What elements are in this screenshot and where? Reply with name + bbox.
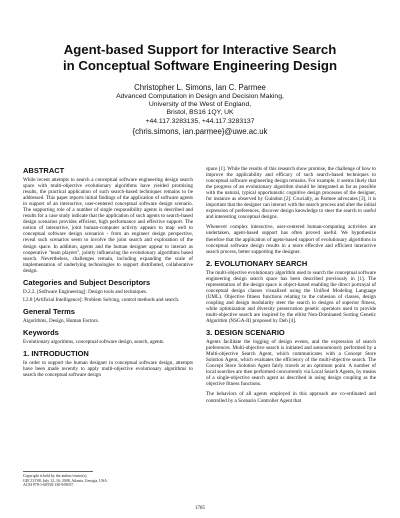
abstract-text: While recent attempts to search a conceptual software engineering design search space with multi-objective evolutionary algorithms have yielded promising results, the practical application of such search-based techniques remains to be addressed. This paper reports initial findings of the application of software agents in support of an interactive, user-centered conceptual software design scenario. The supporting role of a number of single responsibility agents is described and results for a case study indicate that the application of such agents to search-based design scenarios provides efficient, high performance and effective support. The notion of interactive, joint human-computer activity appears to map well to conceptual software design scenarios - from an engineer design perspective, reveal such scenarios seem to involve the joint search and exploration of the design space. In addition, agents and the human designer appear to interact as cooperative "team players", jointly influencing the evolutionary algorithms based search. Nevertheless, challenges remain, including expanding the scale of implementation of underlying technologies to support distributed, collaborative design. <box>23 177 193 274</box>
abstract-heading: ABSTRACT <box>23 166 65 175</box>
section-3-heading: 3. DESIGN SCENARIO <box>206 328 285 338</box>
section-3-text-2: The behaviors of all agents employed in this approach are co-ordinated and controlled by a Scenario Controller Agent that <box>206 391 376 404</box>
paper-title <box>20 42 380 74</box>
categories-heading: Categories and Subject Descriptors <box>23 277 151 287</box>
intro-hypothesis-paragraph: Whenever complex interactive, user-centered human-computing activities are undertaken, agent-based support has often proved useful. We hypothesize therefore that the application of agent-based support of evolutionary algorithms in conceptual software design results in a more effective and efficient interactive search process, better supporting the designer. <box>206 224 376 255</box>
author-block <box>40 83 360 137</box>
section-2-text: The multi-objective evolutionary algorithm used to search the conceptual software engineering design search space has been described previously in [1]. The representation of the design space is object-based enabling the direct portrayal of conceptual design classes visualized using the Unified Modeling Language (UML). Objective fitness functions relating to the cohesion of classes, design coupling and design modularity steer the search to designs of superior fitness, while optimization and diversity preservation genetic operators used to provide multi-objective search are inspired by the elitist Non-Dominated Sorting Genetic Algorithm (NSGA-II) proposed by Deb [4]. <box>206 269 376 325</box>
copyright-line-2: GECCO'08, July 12–16, 2008, Atlanta, Georgia, USA. <box>23 478 108 483</box>
categories-text-2: I.2.8 [Artificial Intelligence]: Problem Solving, control methods and search. <box>23 296 180 303</box>
general-terms-heading: General Terms <box>23 306 75 316</box>
author-emails: {chris.simons, ian.parmee}@uwe.ac.uk <box>132 126 268 136</box>
page-number: 1785 <box>195 506 205 511</box>
affiliation-line-2: University of the West of England, <box>148 101 252 109</box>
phone-numbers: +44.117.3283135, +44.117.3283137 <box>145 117 255 125</box>
general-terms-text: Algorithms, Design, Human Factors. <box>23 317 99 324</box>
section-2-heading: 2. EVOLUTIONARY SEARCH <box>206 258 308 268</box>
introduction-heading: 1. INTRODUCTION <box>23 348 89 358</box>
affiliation-line-1: Advanced Computation in Design and Decision Making, <box>116 93 284 100</box>
categories-text-1: D.2.2. [Software Engineering]: Design tools and techniques. <box>23 288 148 295</box>
footnote-rule <box>23 471 93 472</box>
copyright-line-1: Copyright is held by the author/owner(s). <box>23 474 88 478</box>
copyright-line-3: ACM 978-1-60558-130-9/08/07. <box>23 483 75 488</box>
author-names: Christopher L. Simons, Ian C. Parmee <box>134 83 266 92</box>
intro-continued-paragraph: space [1]. While the results of this research show promise, the challenge of how to improve the applicability and efficacy of such search-based techniques to conceptual software engineering design remains. For example, it seems likely that the progress of an evolutionary algorithm should be integrated as far as possible with the natural, typical opportunistic cognitive design processes of the designer, for instance as observed by Guindon [2]. Crucially, as Parmee advocates [3], it is important that the designer can interact with the search process and alter the initial expression of preferences, discover design knowledge to steer the search to useful and interesting conceptual designs. <box>206 166 376 221</box>
introduction-text: In order to support the human designer in conceptual software design, attempts have been made recently to apply multi-objective evolutionary algorithms to search the conceptual software design <box>23 359 193 379</box>
title-line-2: in Conceptual Software Engineering Design <box>62 58 338 73</box>
right-column <box>206 166 376 408</box>
keywords-heading: Keywords <box>23 327 59 337</box>
title-line-1: Agent-based Support for Interactive Search <box>63 42 337 57</box>
section-3-text: Agents facilitate the logging of design events, and the expression of search preferences. Multi-objective search is initiated and autonomously performed by a Multi-objective Search Agent, which communicates with a Concept Store Solution Agent, which evaluates the efficiency of the multi-objective search. The Concept Store Solution Agent fairly travels at an optimum point. A number of local searches are then performed concurrently via Local Search Agents, by means of a single-objective search agent as described in using design coupling as the objective fitness functions. <box>206 339 376 388</box>
affiliation-line-3: Bristol, BS16 1QY, UK <box>166 109 234 117</box>
copyright-notice <box>23 471 193 488</box>
left-column <box>23 166 193 382</box>
keywords-text: Evolutionary algorithms, conceptual software design, search, agents. <box>23 338 165 345</box>
